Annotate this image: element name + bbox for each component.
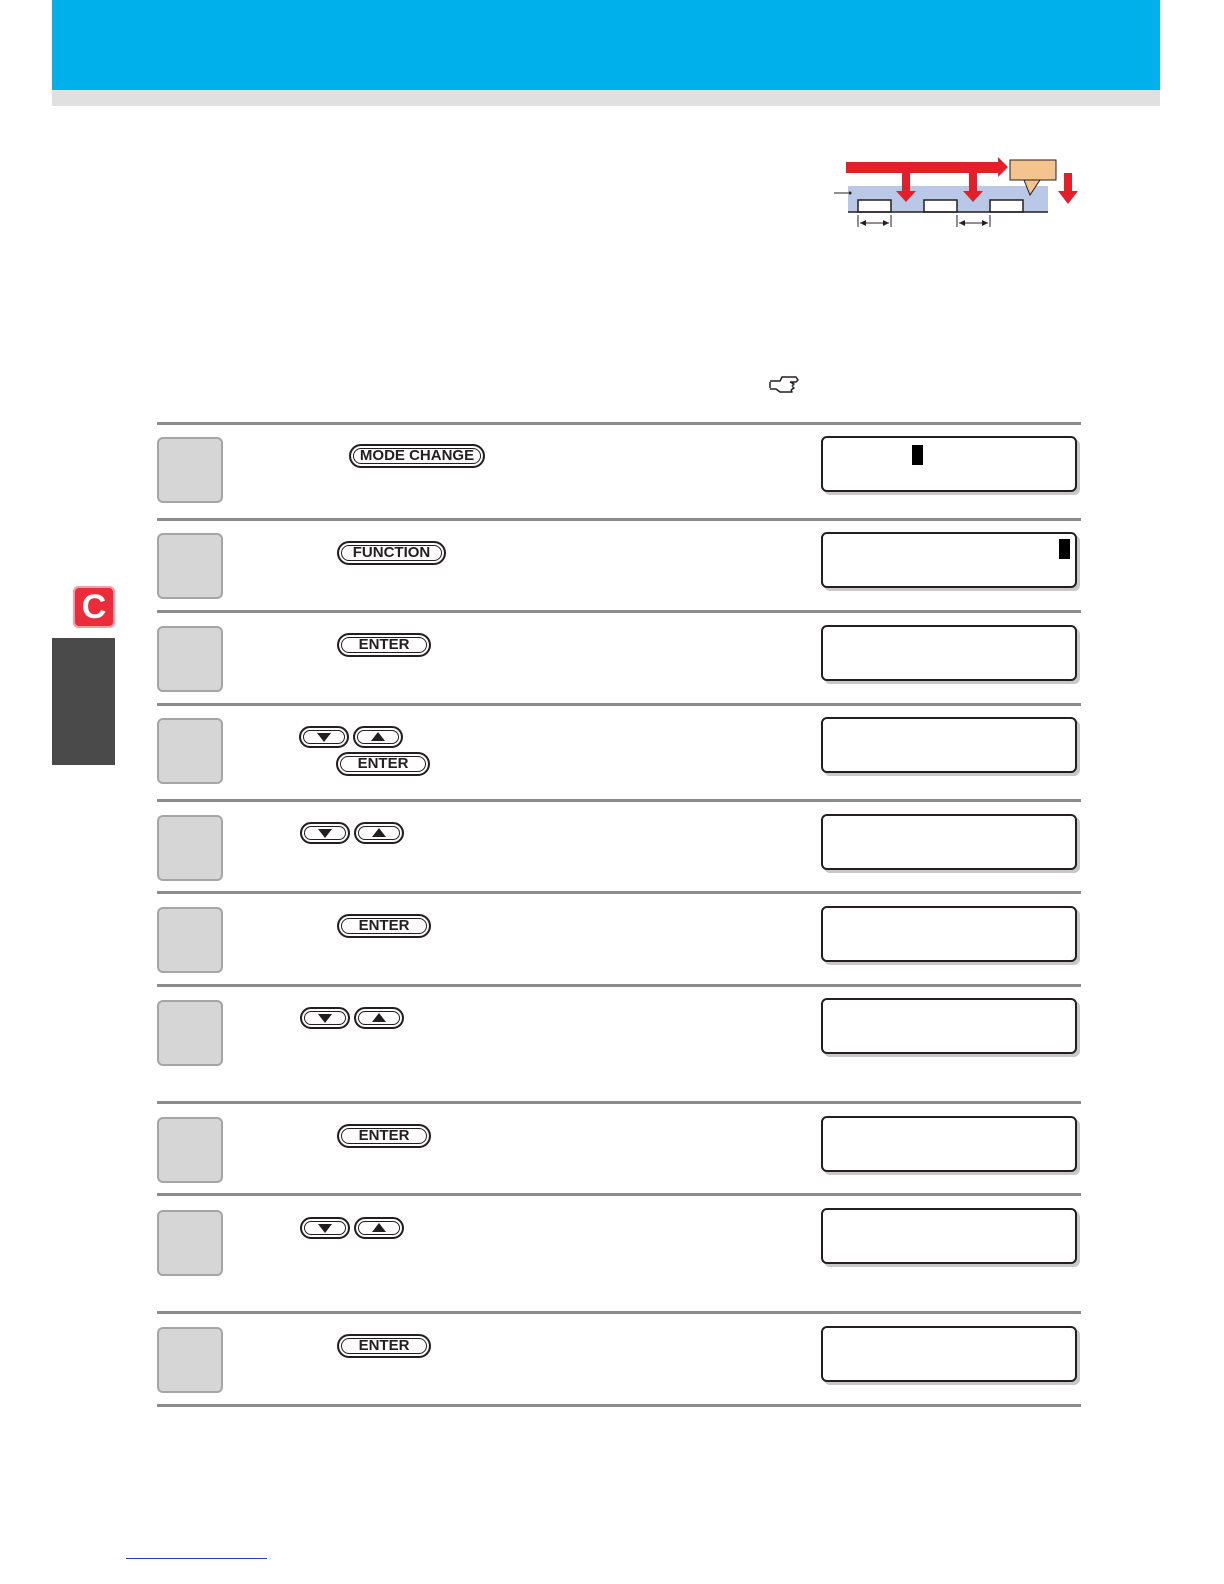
- down-key[interactable]: [299, 726, 349, 748]
- lcd-display: [821, 1208, 1077, 1264]
- pointing-hand-icon[interactable]: [768, 373, 800, 395]
- media-leader-dot: [849, 192, 852, 195]
- cut-piece-2: [924, 200, 957, 212]
- lcd-display: [821, 625, 1077, 681]
- cut-piece-3: [990, 200, 1023, 212]
- step-divider: [157, 518, 1081, 521]
- head-down-arrow: [1058, 173, 1078, 204]
- lcd-display: [821, 1326, 1077, 1382]
- triangle-down-icon: [317, 733, 331, 742]
- step-number-box: [157, 626, 223, 692]
- step-number-box: [157, 718, 223, 784]
- enter-key[interactable]: ENTER: [337, 914, 431, 938]
- up-key[interactable]: [354, 1217, 404, 1239]
- step-divider: [157, 1193, 1081, 1196]
- lcd-display: [821, 998, 1077, 1054]
- mode-change-key[interactable]: MODE CHANGE: [349, 444, 485, 468]
- lcd-display: [821, 532, 1077, 588]
- header-shadow: [52, 90, 1160, 106]
- step-divider: [157, 1101, 1081, 1104]
- enter-key[interactable]: ENTER: [337, 1334, 431, 1358]
- lcd-cursor: [1059, 539, 1070, 559]
- step-number-box: [157, 1210, 223, 1276]
- lcd-cursor: [912, 445, 923, 465]
- enter-key[interactable]: ENTER: [337, 633, 431, 657]
- triangle-down-icon: [318, 1224, 332, 1233]
- step-number-box: [157, 533, 223, 599]
- lcd-display: [821, 436, 1077, 492]
- lcd-display: [821, 717, 1077, 773]
- feed-arrow-head: [998, 157, 1008, 177]
- step-divider: [157, 891, 1081, 894]
- step-divider: [157, 984, 1081, 987]
- triangle-down-icon: [318, 1014, 332, 1023]
- step-divider: [157, 422, 1081, 425]
- chapter-tab-band: [52, 638, 115, 765]
- step-divider: [157, 610, 1081, 613]
- step-number-box: [157, 437, 223, 503]
- step-divider-bottom: [157, 1404, 1081, 1407]
- enter-key[interactable]: ENTER: [337, 1124, 431, 1148]
- step-divider: [157, 1311, 1081, 1314]
- step-number-box: [157, 1000, 223, 1066]
- enter-key[interactable]: ENTER: [336, 752, 430, 776]
- header-band: [52, 0, 1160, 90]
- triangle-up-icon: [372, 828, 386, 837]
- up-key[interactable]: [354, 1007, 404, 1029]
- footer-link-underline[interactable]: [126, 1558, 267, 1559]
- chapter-tab-letter: C: [73, 586, 115, 628]
- triangle-down-icon: [318, 829, 332, 838]
- lcd-display: [821, 906, 1077, 962]
- cutter-head: [1010, 160, 1056, 180]
- cut-piece-1: [858, 200, 891, 212]
- up-key[interactable]: [354, 822, 404, 844]
- down-key[interactable]: [300, 1217, 350, 1239]
- down-key[interactable]: [300, 822, 350, 844]
- step-divider: [157, 703, 1081, 706]
- step-number-box: [157, 1327, 223, 1393]
- triangle-up-icon: [372, 1223, 386, 1232]
- step-number-box: [157, 907, 223, 973]
- down-key[interactable]: [300, 1007, 350, 1029]
- lcd-display: [821, 814, 1077, 870]
- cut-diagram: [830, 155, 1090, 235]
- feed-arrow-bar: [846, 162, 1000, 173]
- up-key[interactable]: [353, 726, 403, 748]
- triangle-up-icon: [371, 732, 385, 741]
- triangle-up-icon: [372, 1013, 386, 1022]
- lcd-display: [821, 1116, 1077, 1172]
- function-key[interactable]: FUNCTION: [337, 541, 446, 565]
- step-number-box: [157, 815, 223, 881]
- step-number-box: [157, 1117, 223, 1183]
- step-divider: [157, 799, 1081, 802]
